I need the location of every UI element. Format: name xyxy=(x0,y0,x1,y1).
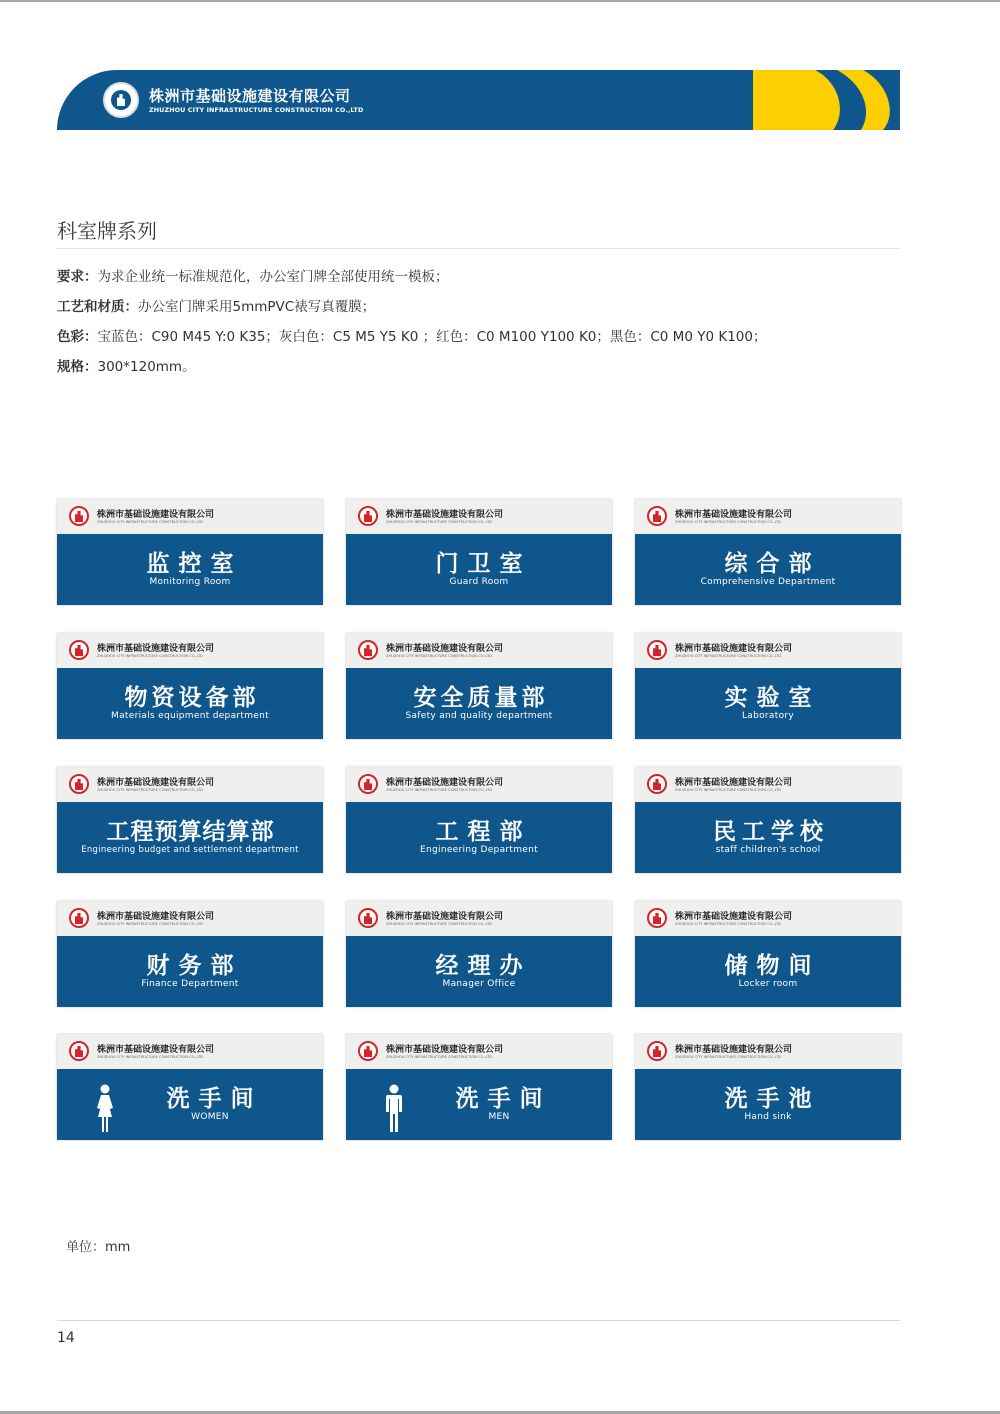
company-name-cn: 株洲市基础设施建设有限公司 xyxy=(149,87,351,105)
sign-company-cn: 株洲市基础设施建设有限公司 xyxy=(97,912,215,922)
sign-name-cn: 监控室 xyxy=(146,551,243,577)
door-sign xyxy=(346,1034,612,1140)
door-sign xyxy=(635,633,901,739)
sign-company-en: ZHUZHOU CITY INFRASTRUCTURE CONSTRUCTION CO.,LTD xyxy=(675,788,782,792)
door-sign xyxy=(346,901,612,1007)
sign-company-cn: 株洲市基础设施建设有限公司 xyxy=(97,510,215,520)
door-sign xyxy=(635,499,901,605)
sign-name-en: Locker room xyxy=(738,979,798,989)
door-sign xyxy=(635,1034,901,1140)
company-logo-icon xyxy=(647,908,667,928)
sign-name-cn: 经理办 xyxy=(435,953,532,979)
company-name-en: ZHUZHOU CITY INFRASTRUCTURE CONSTRUCTION CO.,LTD xyxy=(149,106,364,114)
spec-text: 办公室门牌采用5mmPVC裱写真覆膜； xyxy=(138,299,376,315)
sign-company-en: ZHUZHOU CITY INFRASTRUCTURE CONSTRUCTION CO.,LTD xyxy=(386,520,493,524)
sign-company-en: ZHUZHOU CITY INFRASTRUCTURE CONSTRUCTION CO.,LTD xyxy=(386,788,493,792)
sign-company-cn: 株洲市基础设施建设有限公司 xyxy=(97,778,215,788)
company-logo-icon xyxy=(69,908,89,928)
spec-label: 规格： xyxy=(57,359,98,375)
page-number: 14 xyxy=(57,1330,75,1346)
sign-name-en: Guard Room xyxy=(449,577,509,587)
sign-company-cn: 株洲市基础设施建设有限公司 xyxy=(675,912,793,922)
company-logo-icon xyxy=(647,1041,667,1061)
sign-name-en: WOMEN xyxy=(191,1112,229,1122)
sign-name-en: Engineering Department xyxy=(420,845,538,855)
spec-requirement xyxy=(57,265,449,285)
sign-company-en: ZHUZHOU CITY INFRASTRUCTURE CONSTRUCTION CO.,LTD xyxy=(675,922,782,926)
sign-name-cn: 民工学校 xyxy=(713,819,829,845)
sign-name-cn: 物资设备部 xyxy=(124,685,260,711)
sign-company-cn: 株洲市基础设施建设有限公司 xyxy=(386,778,504,788)
sign-company-en: ZHUZHOU CITY INFRASTRUCTURE CONSTRUCTION CO.,LTD xyxy=(675,520,782,524)
sign-name-en: Hand sink xyxy=(744,1112,792,1122)
door-sign xyxy=(346,767,612,873)
company-logo-icon xyxy=(358,640,378,660)
sign-name-cn: 实验室 xyxy=(724,685,821,711)
company-logo-icon xyxy=(358,506,378,526)
door-sign xyxy=(57,767,323,873)
sign-name-cn: 工程部 xyxy=(435,819,532,845)
sign-company-cn: 株洲市基础设施建设有限公司 xyxy=(386,510,504,520)
unit-note: 单位：mm xyxy=(66,1240,131,1255)
company-logo-icon xyxy=(69,1041,89,1061)
sign-name-cn: 洗手间 xyxy=(166,1086,263,1112)
sign-name-en: Manager Office xyxy=(442,979,516,989)
page-top-edge xyxy=(0,0,1000,2)
sign-company-cn: 株洲市基础设施建设有限公司 xyxy=(386,644,504,654)
company-logo-icon xyxy=(647,506,667,526)
spec-text: 300*120mm。 xyxy=(97,359,196,375)
spec-label: 要求： xyxy=(57,269,98,285)
spec-label: 工艺和材质： xyxy=(57,299,138,315)
sign-company-en: ZHUZHOU CITY INFRASTRUCTURE CONSTRUCTION CO.,LTD xyxy=(386,922,493,926)
company-logo-icon xyxy=(103,82,139,118)
spec-size xyxy=(57,355,196,375)
sign-name-cn: 综合部 xyxy=(724,551,821,577)
door-sign xyxy=(57,901,323,1007)
footer-divider xyxy=(57,1320,900,1321)
door-sign xyxy=(346,499,612,605)
sign-company-cn: 株洲市基础设施建设有限公司 xyxy=(386,1045,504,1055)
sign-company-en: ZHUZHOU CITY INFRASTRUCTURE CONSTRUCTION CO.,LTD xyxy=(386,1055,493,1059)
sign-name-cn: 安全质量部 xyxy=(413,685,549,711)
sign-company-en: ZHUZHOU CITY INFRASTRUCTURE CONSTRUCTION CO.,LTD xyxy=(386,654,493,658)
sign-company-cn: 株洲市基础设施建设有限公司 xyxy=(675,510,793,520)
sign-name-en: Monitoring Room xyxy=(149,577,231,587)
title-divider xyxy=(57,248,900,249)
sign-company-cn: 株洲市基础设施建设有限公司 xyxy=(675,778,793,788)
spec-label: 色彩： xyxy=(57,329,98,345)
company-logo-icon xyxy=(358,774,378,794)
sign-name-en: Comprehensive Department xyxy=(700,577,836,587)
door-sign xyxy=(346,633,612,739)
spec-text: 宝蓝色：C90 M45 Y:0 K35；灰白色：C5 M5 Y5 K0 ；红色：C0 M100 Y100 K0；黑色：C0 M0 Y0 K100； xyxy=(97,329,767,345)
sign-company-en: ZHUZHOU CITY INFRASTRUCTURE CONSTRUCTION CO.,LTD xyxy=(97,922,204,926)
sign-company-en: ZHUZHOU CITY INFRASTRUCTURE CONSTRUCTION CO.,LTD xyxy=(675,1055,782,1059)
sign-name-cn: 工程预算结算部 xyxy=(106,819,275,845)
sign-name-en: Engineering budget and settlement department xyxy=(81,845,299,855)
sign-name-cn: 洗手池 xyxy=(724,1086,821,1112)
spec-color xyxy=(57,325,766,345)
door-sign xyxy=(635,767,901,873)
section-title: 科室牌系列 xyxy=(57,219,157,243)
company-logo-icon xyxy=(69,640,89,660)
door-sign xyxy=(57,633,323,739)
company-logo-icon xyxy=(647,640,667,660)
sign-name-cn: 储物间 xyxy=(724,953,821,979)
sign-company-cn: 株洲市基础设施建设有限公司 xyxy=(97,644,215,654)
company-logo-icon xyxy=(358,908,378,928)
door-sign xyxy=(57,499,323,605)
sign-company-cn: 株洲市基础设施建设有限公司 xyxy=(675,1045,793,1055)
company-logo-icon xyxy=(69,506,89,526)
spec-text: 为求企业统一标准规范化，办公室门牌全部使用统一模板； xyxy=(97,269,449,285)
door-sign xyxy=(635,901,901,1007)
company-logo-icon xyxy=(358,1041,378,1061)
sign-company-cn: 株洲市基础设施建设有限公司 xyxy=(675,644,793,654)
sign-name-en: MEN xyxy=(488,1112,510,1122)
door-sign xyxy=(57,1034,323,1140)
sign-name-cn: 财务部 xyxy=(146,953,243,979)
sign-company-en: ZHUZHOU CITY INFRASTRUCTURE CONSTRUCTION CO.,LTD xyxy=(97,654,204,658)
sign-company-cn: 株洲市基础设施建设有限公司 xyxy=(97,1045,215,1055)
sign-name-cn: 门卫室 xyxy=(435,551,532,577)
sign-name-en: Safety and quality department xyxy=(405,711,553,721)
company-logo-icon xyxy=(647,774,667,794)
spec-material xyxy=(57,295,375,315)
sign-company-en: ZHUZHOU CITY INFRASTRUCTURE CONSTRUCTION CO.,LTD xyxy=(97,788,204,792)
company-logo-icon xyxy=(69,774,89,794)
sign-name-en: Laboratory xyxy=(741,711,795,721)
sign-name-cn: 洗手间 xyxy=(455,1086,552,1112)
sign-name-en: Materials equipment department xyxy=(111,711,269,721)
sign-name-en: staff children's school xyxy=(715,845,821,855)
sign-company-cn: 株洲市基础设施建设有限公司 xyxy=(386,912,504,922)
sign-company-en: ZHUZHOU CITY INFRASTRUCTURE CONSTRUCTION CO.,LTD xyxy=(97,520,204,524)
sign-company-en: ZHUZHOU CITY INFRASTRUCTURE CONSTRUCTION CO.,LTD xyxy=(675,654,782,658)
header-banner xyxy=(57,70,900,130)
sign-company-en: ZHUZHOU CITY INFRASTRUCTURE CONSTRUCTION CO.,LTD xyxy=(97,1055,204,1059)
sign-name-en: Finance Department xyxy=(141,979,239,989)
